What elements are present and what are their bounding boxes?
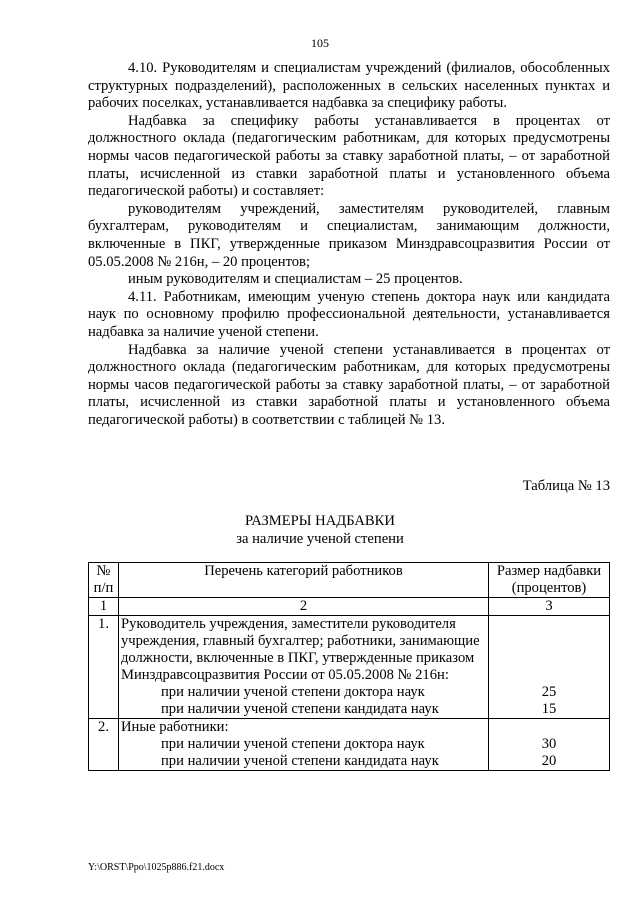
table-header-row <box>89 563 610 598</box>
column-number-3: 3 <box>489 598 610 616</box>
body-text <box>88 60 610 429</box>
paragraph-4-10: 4.10. Руководителям и специалистам учреждений (филиалов, обособленных структурных подразделений), расположенных в сельских населенных пунктах и рабочих поселках, устанавливается надбавка за специфику работы. <box>88 60 610 112</box>
column-number-2: 2 <box>119 598 489 616</box>
table-row <box>89 719 610 771</box>
row-sub-value: 30 <box>541 736 557 752</box>
row-sub-label: при наличии ученой степени кандидата наук <box>161 701 439 717</box>
table-label: Таблица № 13 <box>522 478 610 494</box>
row-sub-label: при наличии ученой степени доктора наук <box>161 736 425 752</box>
row-sub-label: при наличии ученой степени доктора наук <box>161 684 425 700</box>
page-number: 105 <box>311 36 329 50</box>
paragraph-managers-20: руководителям учреждений, заместителям руководителей, главным бухгалтерам, руководителям и специалистам, занимающим должности, включенные в ПКГ, утвержденные приказом Минздравсоцразвития России от 05.05.2008 № 216н, – 20 процентов; <box>88 200 610 270</box>
column-number-1: 1 <box>89 598 119 616</box>
paragraph-4-11: 4.11. Работникам, имеющим ученую степень доктора наук или кандидата наук по основному профилю профессиональной деятельности, устанавливается надбавка за наличие ученой степени. <box>88 288 610 340</box>
row-category <box>119 616 489 719</box>
paragraph-degree-allowance: Надбавка за наличие ученой степени устанавливается в процентах от должностного оклада (педагогическим работникам, для которых предусмотрены нормы часов педагогической работы за ставку заработной платы, – от заработной платы, исчисленной из ставки заработной платы и установленного объема педагогической работы) в соответствии с таблицей № 13. <box>88 341 610 428</box>
header-category: Перечень категорий работников <box>119 563 489 598</box>
row-sub-value: 25 <box>541 684 557 700</box>
row-category-title: Руководитель учреждения, заместители руководителя учреждения, главный бухгалтер; работники, занимающие должности, включенные в ПКГ, утвержденные приказом Минздравсоцразвития России от 05.05.2008 № 216н: <box>121 616 480 683</box>
table-row <box>89 616 610 719</box>
allowance-table <box>88 562 610 771</box>
row-values <box>489 616 610 719</box>
row-category-title: Иные работники: <box>121 719 229 735</box>
row-values <box>489 719 610 771</box>
row-sub-value: 20 <box>541 753 557 769</box>
row-sub-label: при наличии ученой степени кандидата наук <box>161 753 439 769</box>
file-path: Y:\ORST\Ppo\1025p886.f21.docx <box>88 862 225 873</box>
table-title-block <box>0 512 640 548</box>
row-sub-value: 15 <box>541 701 557 717</box>
header-size: Размер надбавки (процентов) <box>489 563 610 598</box>
header-num: № п/п <box>89 563 119 598</box>
row-num: 1. <box>89 616 119 719</box>
paragraph-others-25: иным руководителям и специалистам – 25 процентов. <box>128 271 463 288</box>
table-subtitle: за наличие ученой степени <box>236 531 404 547</box>
row-category <box>119 719 489 771</box>
table-title: РАЗМЕРЫ НАДБАВКИ <box>245 513 395 529</box>
row-num: 2. <box>89 719 119 771</box>
table-column-numbers-row <box>89 598 610 616</box>
paragraph-specific-allowance: Надбавка за специфику работы устанавливается в процентах от должностного оклада (педагогическим работникам, для которых предусмотрены нормы часов педагогической работы за ставку заработной платы, – от заработной платы, исчисленной из ставки заработной платы и установленного объема педагогической работы) и составляет: <box>88 112 610 200</box>
